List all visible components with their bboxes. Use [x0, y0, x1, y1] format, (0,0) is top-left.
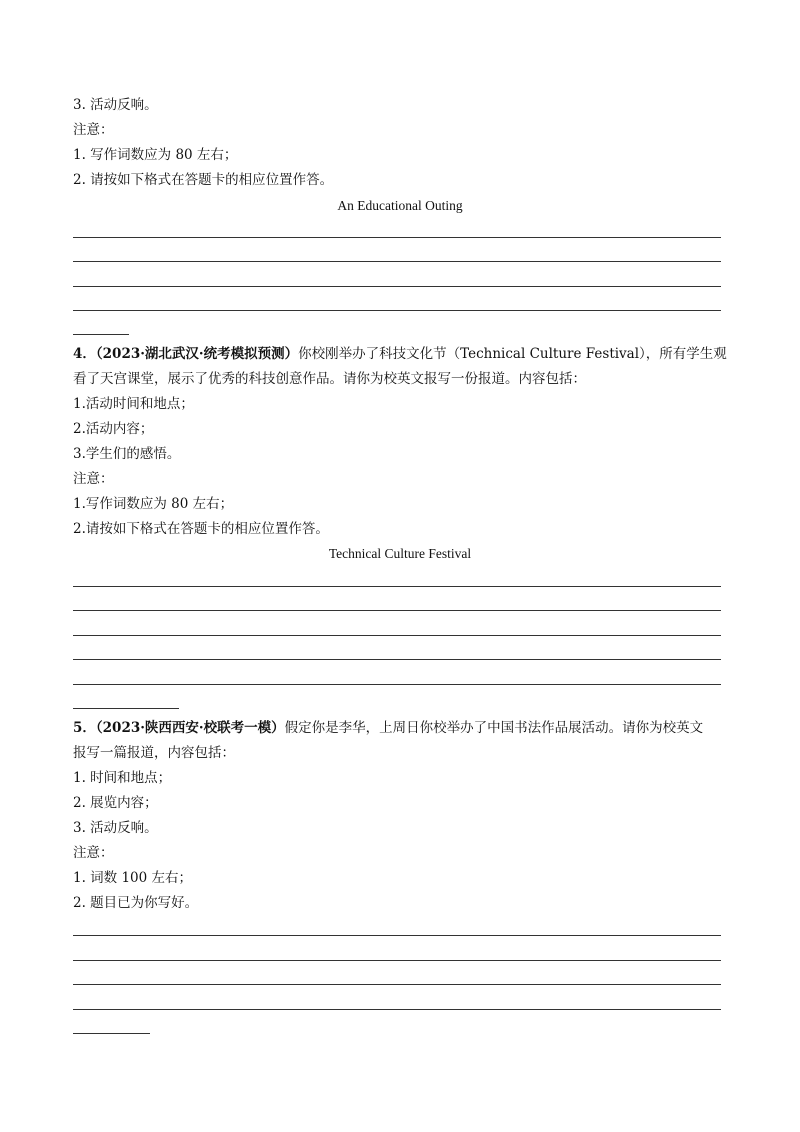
q3-answer-line-short[interactable]	[73, 334, 129, 335]
q5-item-2: 2. 展览内容；	[73, 795, 158, 811]
q4-answer-line-4[interactable]	[73, 659, 721, 660]
q5-item-3: 3. 活动反响。	[73, 820, 158, 836]
q3-answer-line-4[interactable]	[73, 310, 721, 311]
q4-prompt-a: 你校刚举办了科技文化节（Technical Culture Festival），所有学生观	[298, 346, 727, 362]
q3-answer-line-3[interactable]	[73, 286, 721, 287]
q5-answer-line-3[interactable]	[73, 984, 721, 985]
q5-note-2: 2. 题目已为你写好。	[73, 895, 199, 911]
q5-item-1: 1. 时间和地点；	[73, 770, 172, 786]
q4-answer-line-3[interactable]	[73, 635, 721, 636]
q5-answer-line-1[interactable]	[73, 935, 721, 936]
q3-answer-line-2[interactable]	[73, 261, 721, 262]
q3-item-3: 3. 活动反响。	[73, 97, 158, 113]
q3-essay-title: An Educational Outing	[337, 198, 463, 213]
q3-note-label: 注意：	[73, 122, 114, 138]
q4-prompt-line-1	[73, 345, 727, 363]
q5-note-label: 注意：	[73, 845, 114, 861]
q5-answer-line-4[interactable]	[73, 1009, 721, 1010]
q4-item-1: 1.活动时间和地点；	[73, 396, 194, 412]
q4-source: （2023·湖北武汉·统考模拟预测）	[95, 346, 299, 362]
q4-number: 4．	[73, 346, 96, 362]
q5-prompt-line-1	[73, 719, 703, 737]
q4-answer-line-5[interactable]	[73, 684, 721, 685]
q5-prompt-b: 报写一篇报道，内容包括：	[73, 745, 235, 761]
q4-essay-title: Technical Culture Festival	[328, 546, 472, 561]
q5-note-1: 1. 词数 100 左右；	[73, 870, 193, 886]
q3-note-1: 1. 写作词数应为 80 左右；	[73, 147, 238, 163]
q4-answer-line-short[interactable]	[73, 708, 179, 709]
q3-note-2: 2. 请按如下格式在答题卡的相应位置作答。	[73, 172, 334, 188]
q3-answer-line-1[interactable]	[73, 237, 721, 238]
q5-number: 5．	[73, 720, 96, 736]
q4-item-3: 3.学生们的感悟。	[73, 446, 181, 462]
q5-prompt-a: 假定你是李华，上周日你校举办了中国书法作品展活动。请你为校英文	[284, 720, 704, 736]
q4-prompt-b: 看了天宫课堂，展示了优秀的科技创意作品。请你为校英文报写一份报道。内容包括：	[73, 371, 586, 387]
q4-note-1: 1.写作词数应为 80 左右；	[73, 496, 234, 512]
q4-item-2: 2.活动内容；	[73, 421, 154, 437]
q5-answer-line-short[interactable]	[73, 1033, 150, 1034]
q4-note-2: 2.请按如下格式在答题卡的相应位置作答。	[73, 521, 329, 537]
q4-answer-line-2[interactable]	[73, 610, 721, 611]
q4-answer-line-1[interactable]	[73, 586, 721, 587]
q4-note-label: 注意：	[73, 471, 114, 487]
q5-answer-line-2[interactable]	[73, 960, 721, 961]
q5-source: （2023·陕西西安·校联考一模）	[95, 720, 285, 736]
